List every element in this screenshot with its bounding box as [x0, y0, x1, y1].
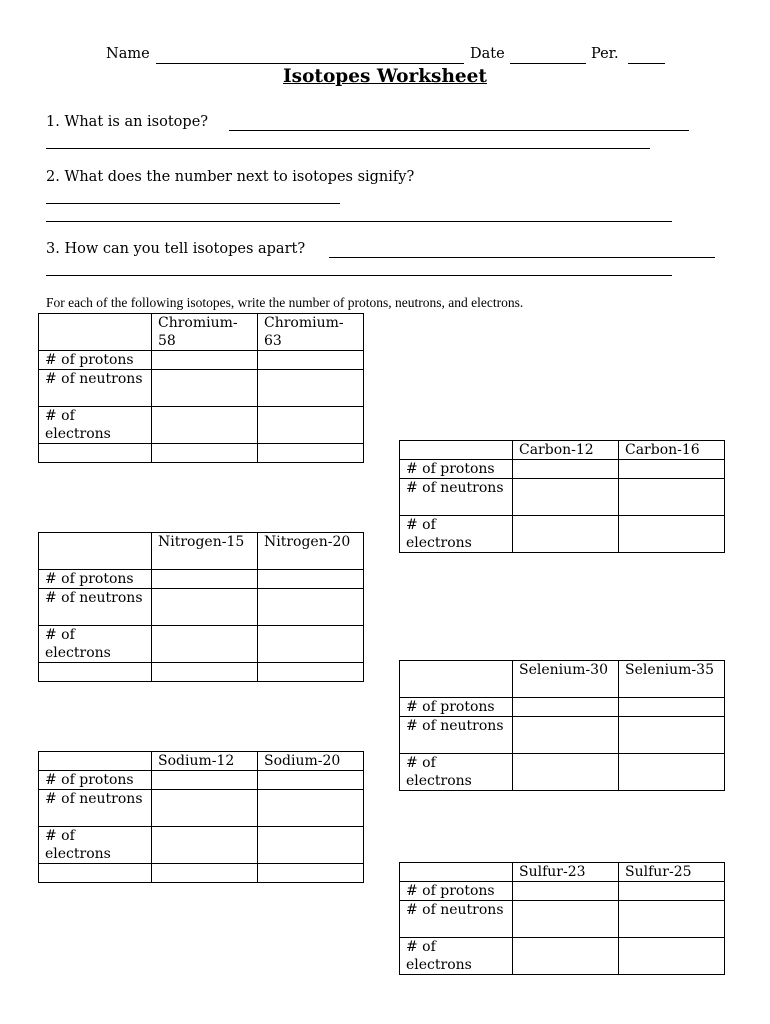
blank-cell	[39, 663, 152, 682]
isotope-header: Carbon-16	[619, 441, 725, 460]
isotope-table-carbon	[399, 440, 725, 553]
question-1: 1. What is an isotope?	[46, 114, 209, 130]
blank-cell	[152, 864, 258, 883]
row-label-protons: # of protons	[400, 460, 513, 479]
answer-cell[interactable]	[258, 771, 364, 790]
question-2: 2. What does the number next to isotopes signify?	[46, 169, 415, 185]
answer-cell[interactable]	[258, 827, 364, 864]
answer-cell[interactable]	[619, 698, 725, 717]
isotope-header: Nitrogen-15	[152, 533, 258, 570]
answer-line[interactable]	[46, 221, 672, 222]
answer-cell[interactable]	[513, 698, 619, 717]
name-blank[interactable]	[156, 63, 464, 64]
isotope-header: Selenium-35	[619, 661, 725, 698]
date-label: Date	[470, 46, 505, 62]
row-label-protons: # of protons	[400, 698, 513, 717]
isotope-table-chromium	[38, 313, 364, 463]
row-label-protons: # of protons	[39, 570, 152, 589]
isotope-table-sulfur	[399, 862, 725, 975]
answer-cell[interactable]	[513, 479, 619, 516]
answer-cell[interactable]	[152, 370, 258, 407]
row-label-neutrons: # of neutrons	[400, 901, 513, 938]
answer-cell[interactable]	[619, 901, 725, 938]
period-blank[interactable]	[628, 63, 665, 64]
row-label-electrons: # of electrons	[400, 754, 513, 791]
answer-line[interactable]	[46, 148, 650, 149]
question-3: 3. How can you tell isotopes apart?	[46, 241, 306, 257]
period-label: Per.	[591, 46, 619, 62]
answer-cell[interactable]	[152, 790, 258, 827]
row-label-electrons: # of electrons	[39, 626, 152, 663]
blank-cell	[152, 663, 258, 682]
answer-cell[interactable]	[513, 754, 619, 791]
answer-cell[interactable]	[619, 717, 725, 754]
answer-cell[interactable]	[152, 407, 258, 444]
answer-cell[interactable]	[513, 460, 619, 479]
isotope-header: Chromium-63	[258, 314, 364, 351]
answer-cell[interactable]	[152, 626, 258, 663]
answer-cell[interactable]	[513, 717, 619, 754]
name-label: Name	[106, 46, 150, 62]
answer-line[interactable]	[329, 257, 715, 258]
answer-cell[interactable]	[152, 827, 258, 864]
isotope-table-nitrogen	[38, 532, 364, 682]
answer-cell[interactable]	[619, 516, 725, 553]
blank-cell	[258, 444, 364, 463]
answer-cell[interactable]	[258, 626, 364, 663]
answer-cell[interactable]	[513, 882, 619, 901]
isotope-header: Sulfur-23	[513, 863, 619, 882]
row-label-electrons: # of electrons	[39, 827, 152, 864]
answer-cell[interactable]	[258, 351, 364, 370]
answer-cell[interactable]	[513, 516, 619, 553]
corner-cell	[39, 314, 152, 351]
isotope-table-selenium	[399, 660, 725, 791]
row-label-neutrons: # of neutrons	[39, 370, 152, 407]
corner-cell	[39, 533, 152, 570]
row-label-neutrons: # of neutrons	[400, 717, 513, 754]
isotope-header: Nitrogen-20	[258, 533, 364, 570]
answer-line[interactable]	[46, 203, 340, 204]
answer-cell[interactable]	[513, 901, 619, 938]
row-label-electrons: # of electrons	[400, 938, 513, 975]
corner-cell	[400, 863, 513, 882]
answer-cell[interactable]	[619, 754, 725, 791]
blank-cell	[152, 444, 258, 463]
row-label-electrons: # of electrons	[400, 516, 513, 553]
answer-cell[interactable]	[152, 570, 258, 589]
row-label-protons: # of protons	[39, 771, 152, 790]
corner-cell	[39, 752, 152, 771]
isotope-header: Carbon-12	[513, 441, 619, 460]
answer-cell[interactable]	[152, 351, 258, 370]
corner-cell	[400, 441, 513, 460]
answer-cell[interactable]	[513, 938, 619, 975]
answer-cell[interactable]	[258, 407, 364, 444]
answer-cell[interactable]	[258, 370, 364, 407]
answer-cell[interactable]	[619, 460, 725, 479]
answer-cell[interactable]	[258, 790, 364, 827]
answer-cell[interactable]	[619, 938, 725, 975]
blank-cell	[39, 444, 152, 463]
row-label-neutrons: # of neutrons	[400, 479, 513, 516]
isotope-header: Sodium-12	[152, 752, 258, 771]
blank-cell	[258, 864, 364, 883]
row-label-electrons: # of electrons	[39, 407, 152, 444]
isotope-table-sodium	[38, 751, 364, 883]
row-label-neutrons: # of neutrons	[39, 589, 152, 626]
answer-cell[interactable]	[619, 479, 725, 516]
answer-line[interactable]	[46, 275, 672, 276]
row-label-protons: # of protons	[400, 882, 513, 901]
answer-line[interactable]	[229, 130, 689, 131]
isotope-header: Selenium-30	[513, 661, 619, 698]
date-blank[interactable]	[510, 63, 586, 64]
isotope-header: Sulfur-25	[619, 863, 725, 882]
answer-cell[interactable]	[152, 771, 258, 790]
isotope-header: Sodium-20	[258, 752, 364, 771]
blank-cell	[258, 663, 364, 682]
answer-cell[interactable]	[258, 589, 364, 626]
corner-cell	[400, 661, 513, 698]
row-label-neutrons: # of neutrons	[39, 790, 152, 827]
instructions: For each of the following isotopes, write the number of protons, neutrons, and electrons.	[46, 295, 524, 310]
blank-cell	[39, 864, 152, 883]
worksheet-title: Isotopes Worksheet	[283, 66, 487, 87]
answer-cell[interactable]	[258, 570, 364, 589]
isotope-header: Chromium-58	[152, 314, 258, 351]
row-label-protons: # of protons	[39, 351, 152, 370]
answer-cell[interactable]	[619, 882, 725, 901]
answer-cell[interactable]	[152, 589, 258, 626]
